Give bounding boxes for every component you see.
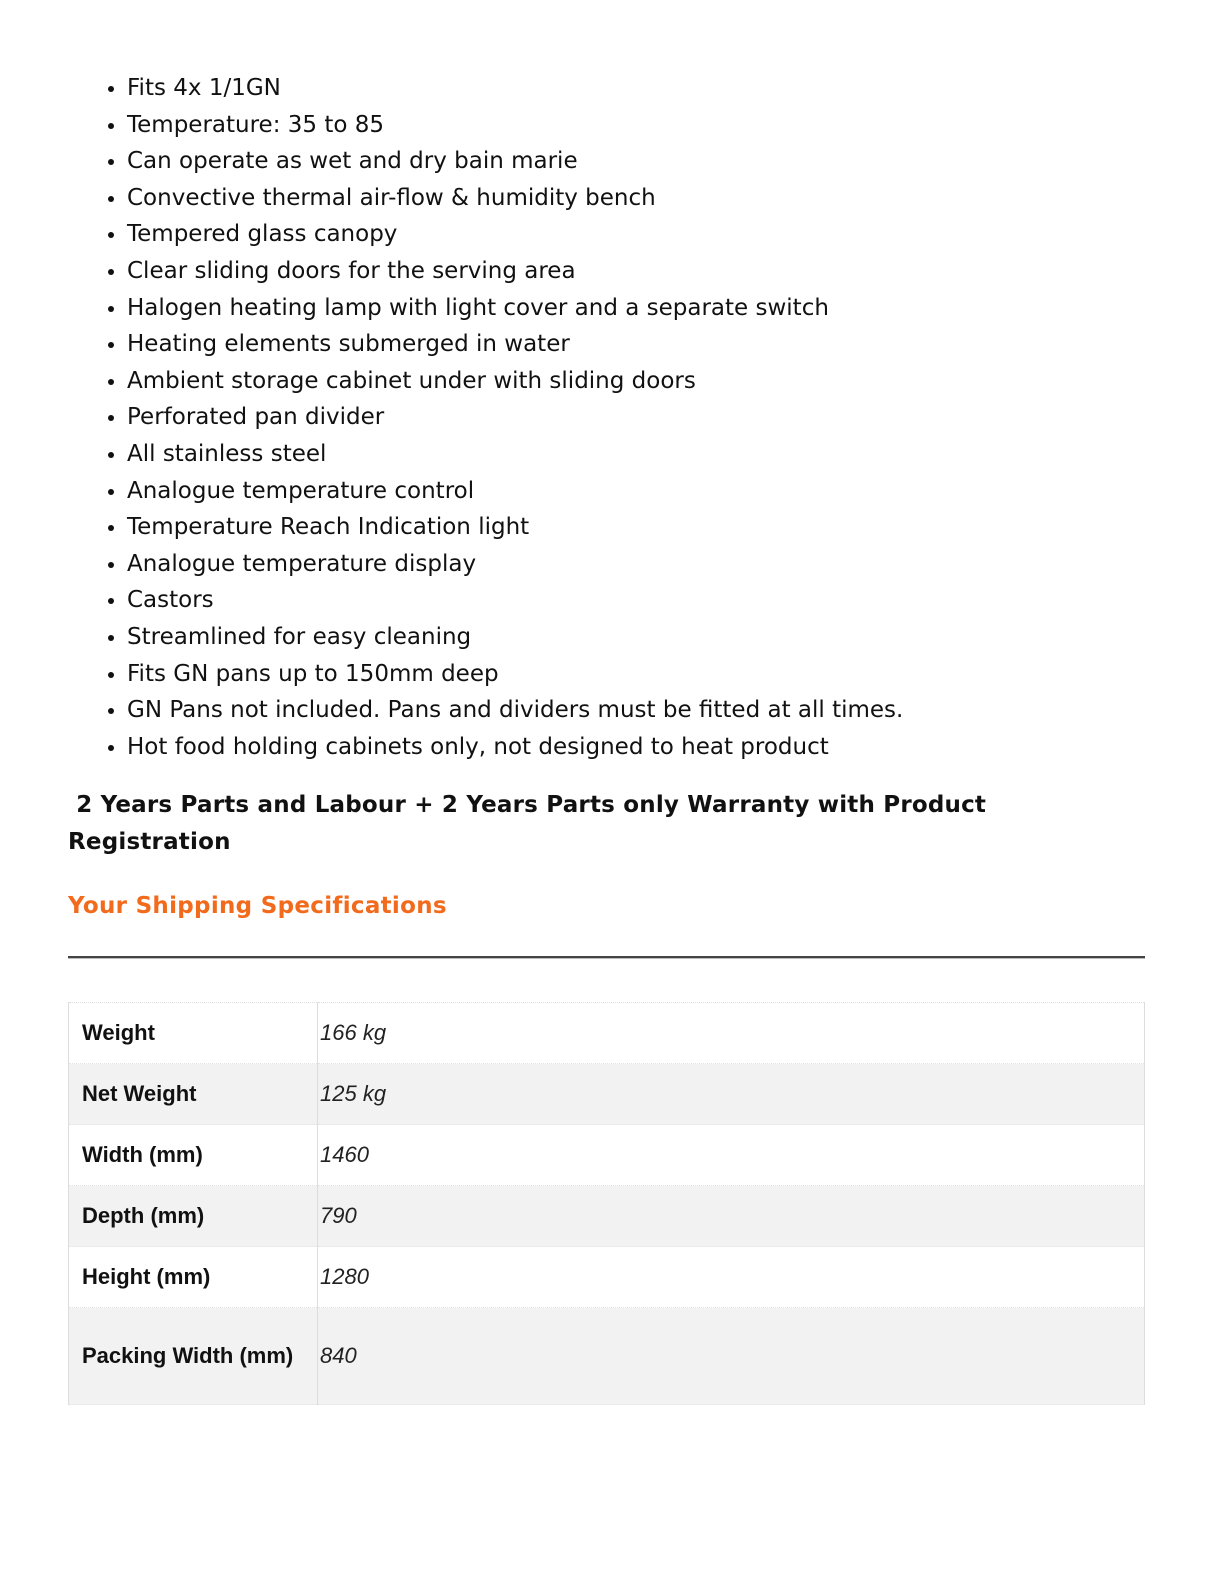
feature-item: • Fits 4x 1/1GN (127, 70, 903, 107)
warranty-statement (68, 787, 1058, 861)
feature-item: • Clear sliding doors for the serving area (127, 253, 903, 290)
feature-item: • Halogen heating lamp with light cover and a separate switch (127, 290, 903, 327)
feature-item: • Heating elements submerged in water (127, 326, 903, 363)
feature-item: • Perforated pan divider (127, 399, 903, 436)
table-row (69, 1064, 1145, 1125)
spec-label: Depth (mm) (69, 1186, 318, 1247)
spec-label: Packing Width (mm) (69, 1308, 318, 1405)
table-row (69, 1125, 1145, 1186)
feature-item: • Temperature Reach Indication light (127, 509, 903, 546)
feature-item: • Analogue temperature control (127, 473, 903, 510)
spec-label: Width (mm) (69, 1125, 318, 1186)
shipping-spec-table (68, 1002, 1145, 1405)
feature-item: • Ambient storage cabinet under with sliding doors (127, 363, 903, 400)
shipping-heading: Your Shipping Specifications (68, 893, 447, 919)
spec-value: 1280 (318, 1247, 1145, 1308)
feature-item: • Analogue temperature display (127, 546, 903, 583)
table-row (69, 1308, 1145, 1405)
feature-item: • Castors (127, 582, 903, 619)
section-divider (68, 956, 1145, 959)
warranty-text: 2 Years Parts and Labour + 2 Years Parts only Warranty with Product Registration (68, 792, 987, 855)
spec-value: 1460 (318, 1125, 1145, 1186)
feature-item: • Fits GN pans up to 150mm deep (127, 656, 903, 693)
spec-label: Weight (69, 1003, 318, 1064)
feature-item: • Tempered glass canopy (127, 216, 903, 253)
feature-item: • All stainless steel (127, 436, 903, 473)
feature-list (68, 70, 903, 765)
table-row (69, 1247, 1145, 1308)
feature-item: • Can operate as wet and dry bain marie (127, 143, 903, 180)
spec-value: 166 kg (318, 1003, 1145, 1064)
feature-item: • Temperature: 35 to 85 (127, 107, 903, 144)
spec-label: Net Weight (69, 1064, 318, 1125)
feature-item: • GN Pans not included. Pans and dividers must be fitted at all times. (127, 692, 903, 729)
table-row (69, 1003, 1145, 1064)
spec-label: Height (mm) (69, 1247, 318, 1308)
table-row (69, 1186, 1145, 1247)
spec-value: 125 kg (318, 1064, 1145, 1125)
spec-value: 840 (318, 1308, 1145, 1405)
feature-item: • Convective thermal air-flow & humidity bench (127, 180, 903, 217)
feature-item: • Hot food holding cabinets only, not designed to heat product (127, 729, 903, 766)
spec-value: 790 (318, 1186, 1145, 1247)
feature-item: • Streamlined for easy cleaning (127, 619, 903, 656)
